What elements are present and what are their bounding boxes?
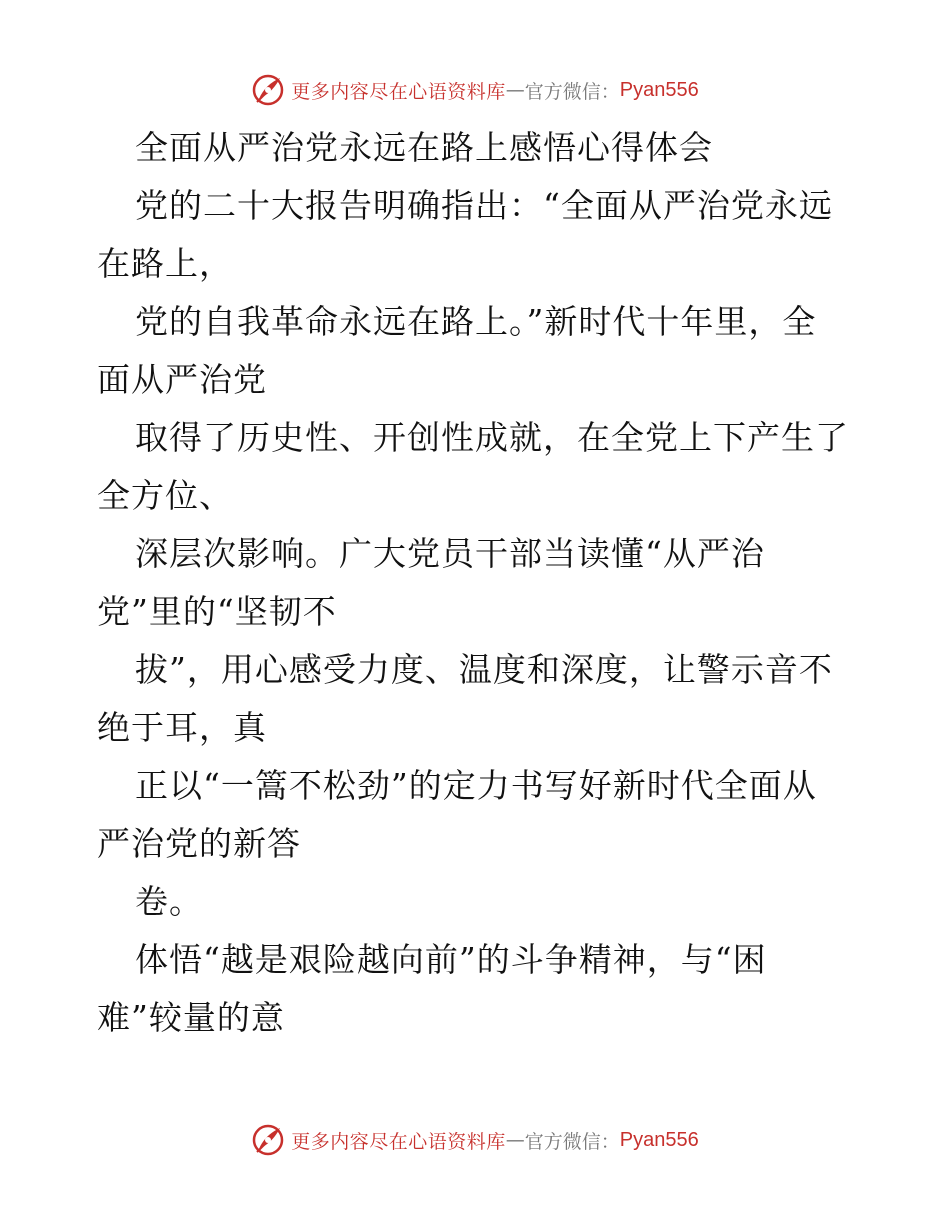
body-line: 在路上， [97, 244, 233, 283]
body-line: 面从严治党 [97, 360, 267, 399]
body-line: 绝于耳，真 [97, 708, 267, 747]
body-line: 党的自我革命永远在路上。”新时代十年里，全 [135, 302, 817, 341]
watermark-brand-text: 更多内容尽在心语资料库 [291, 80, 506, 103]
footer-watermark [0, 1120, 950, 1160]
watermark-brand-text: 更多内容尽在心语资料库 [291, 1130, 506, 1153]
feather-pen-logo-icon [251, 73, 285, 107]
feather-pen-logo-icon [251, 1123, 285, 1157]
watermark-official-label: 官方微信： [524, 1130, 620, 1153]
body-line: 深层次影响。广大党员干部当读懂“从严治 [135, 534, 765, 573]
document-title: 全面从严治党永远在路上感悟心得体会 [135, 128, 713, 167]
body-line: 取得了历史性、开创性成就，在全党上下产生了 [135, 418, 849, 457]
body-line: 卷。 [135, 882, 203, 921]
body-line: 全方位、 [97, 476, 233, 515]
body-line: 难”较量的意 [97, 998, 285, 1037]
body-line: 党”里的“坚韧不 [97, 592, 337, 631]
header-watermark [0, 70, 950, 110]
watermark-dash: — [505, 1129, 525, 1151]
body-line: 正以“一篙不松劲”的定力书写好新时代全面从 [135, 766, 817, 805]
watermark-dash: — [505, 79, 525, 101]
watermark-wechat-id: Pyan556 [619, 1128, 699, 1151]
body-line: 拔”，用心感受力度、温度和深度，让警示音不 [135, 650, 833, 689]
body-line: 党的二十大报告明确指出：“全面从严治党永远 [135, 186, 833, 225]
body-line: 体悟“越是艰险越向前”的斗争精神，与“困 [135, 940, 767, 979]
watermark-official-label: 官方微信： [524, 80, 620, 103]
watermark-wechat-id: Pyan556 [619, 78, 699, 101]
body-line: 严治党的新答 [97, 824, 301, 863]
